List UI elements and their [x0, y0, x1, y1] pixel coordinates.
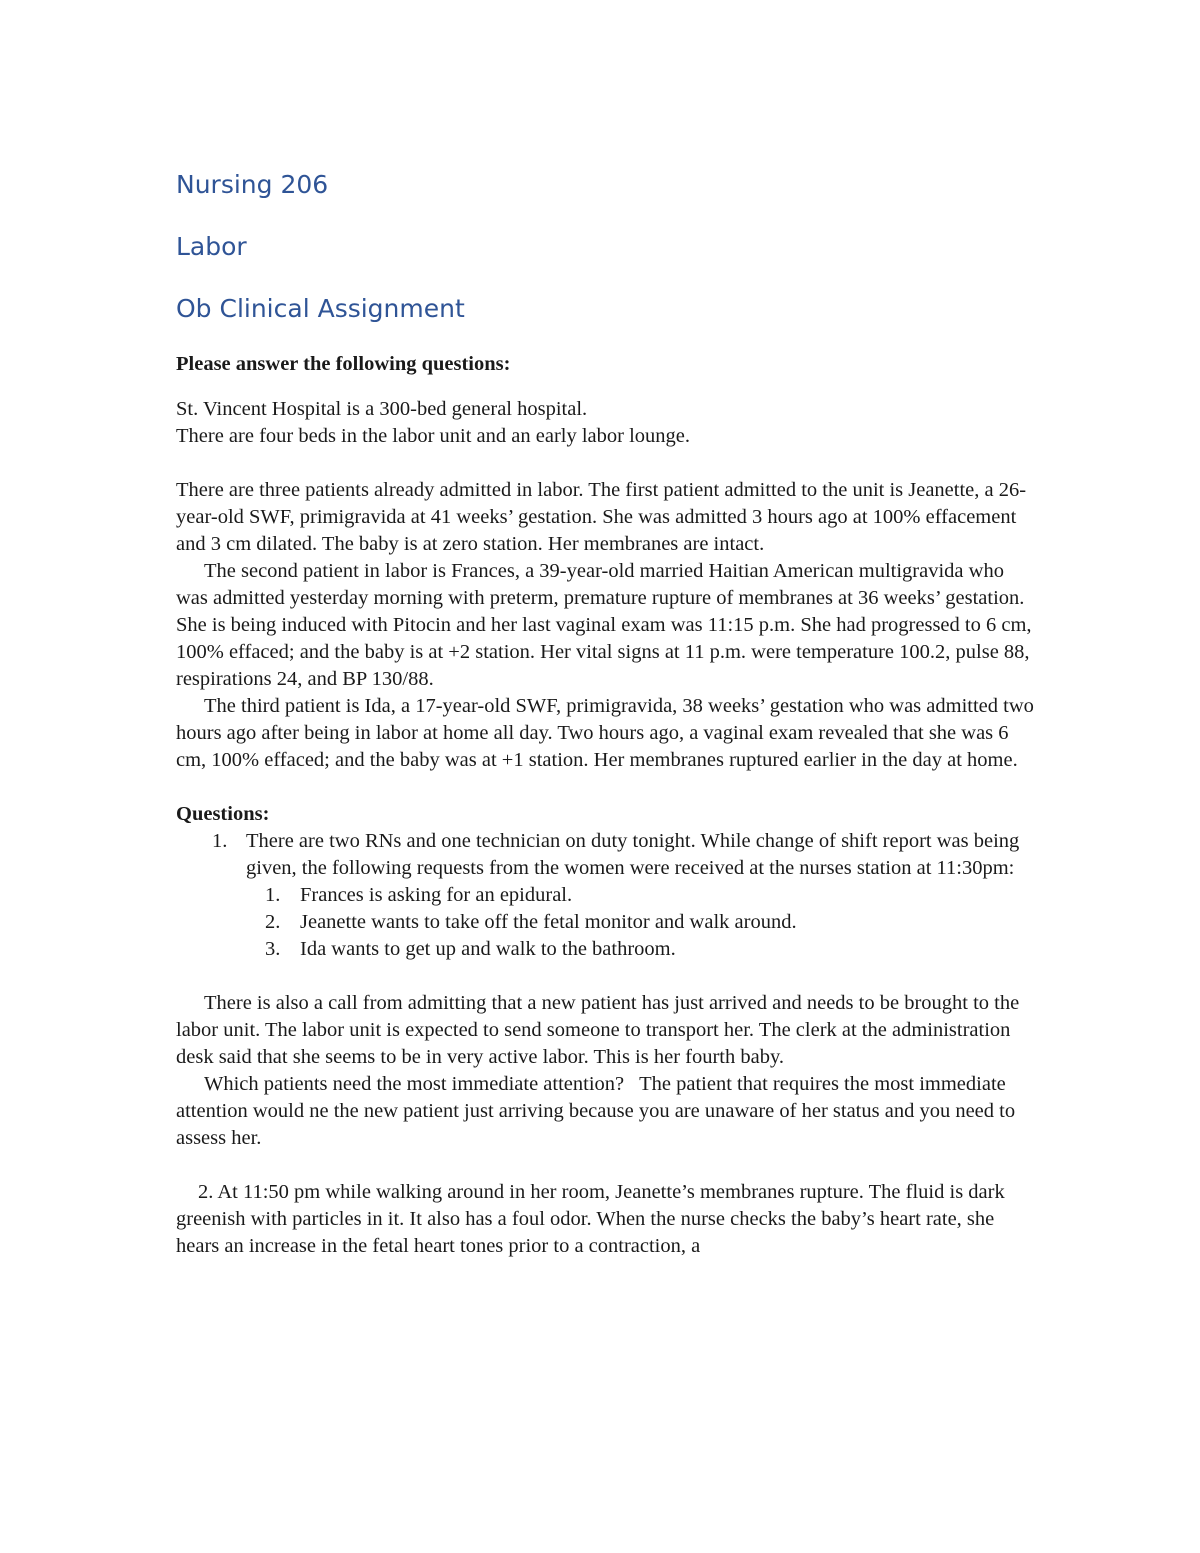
intro-line-2: There are four beds in the labor unit and an early labor lounge.	[176, 425, 691, 447]
request-number: 1.	[265, 884, 281, 906]
assignment-heading: Ob Clinical Assignment	[176, 294, 465, 323]
spacer	[176, 774, 1036, 801]
request-item	[176, 909, 1036, 936]
spacer	[176, 1152, 1036, 1179]
question-1-text: There are two RNs and one technician on duty tonight. While change of shift report was being given, the following requests from the women were received at the nurses station at 11:30pm:	[246, 830, 1020, 879]
question-1-prompt: Which patients need the most immediate attention?	[204, 1073, 625, 1095]
spacer	[176, 963, 1036, 990]
instructions: Please answer the following questions:	[176, 353, 511, 375]
course-heading: Nursing 206	[176, 170, 329, 199]
questions-heading: Questions:	[176, 803, 270, 825]
intro-line-1: St. Vincent Hospital is a 300-bed general hospital.	[176, 398, 588, 420]
request-text: Frances is asking for an epidural.	[300, 884, 573, 906]
patient-jeanette-paragraph: There are three patients already admitted in labor. The first patient admitted to the unit is Jeanette, a 26-year-old SWF, primigravida at 41 weeks’ gestation. She was admitted 3 hours ago at 100% effacement and 3 cm dilated. The baby is at zero station. Her membranes are intact.	[176, 479, 1027, 555]
spacer	[176, 450, 1036, 477]
question-list	[176, 828, 1036, 882]
document-body	[176, 168, 1036, 1260]
question-1-answer: The patient that requires the most immediate attention would ne the new patient just arriving because you are unaware of her status and you need to assess her.	[176, 1073, 1016, 1149]
question-1	[176, 828, 1036, 882]
request-text: Ida wants to get up and walk to the bathroom.	[300, 938, 676, 960]
topic-heading: Labor	[176, 232, 247, 261]
question-1-followup: There is also a call from admitting that a new patient has just arrived and needs to be brought to the labor unit. The labor unit is expected to send someone to transport her. The clerk at the administration desk said that she seems to be in very active labor. This is her fourth baby.	[176, 992, 1020, 1068]
patient-frances-paragraph: The second patient in labor is Frances, a 39-year-old married Haitian American multigravida who was admitted yesterday morning with preterm, premature rupture of membranes at 36 weeks’ gestation. She is being induced with Pitocin and her last vaginal exam was 11:15 p.m. She had progressed to 6 cm, 100% effaced; and the baby is at +2 station. Her vital signs at 11 p.m. were temperature 100.2, pulse 88, respirations 24, and BP 130/88.	[176, 560, 1032, 690]
question-2-text: 2. At 11:50 pm while walking around in her room, Jeanette’s membranes rupture. The fluid is dark greenish with particles in it. It also has a foul odor. When the nurse checks the baby’s heart rate, she hears an increase in the fetal heart tones prior to a contraction, a	[176, 1181, 1005, 1257]
request-number: 2.	[265, 911, 281, 933]
request-item	[176, 936, 1036, 963]
question-1-prompt-and-answer	[176, 1071, 1036, 1152]
patient-ida-paragraph: The third patient is Ida, a 17-year-old SWF, primigravida, 38 weeks’ gestation who was admitted two hours ago after being in labor at home all day. Two hours ago, a vaginal exam revealed that she was 6 cm, 100% effaced; and the baby was at +1 station. Her membranes ruptured earlier in the day at home.	[176, 695, 1034, 771]
request-text: Jeanette wants to take off the fetal monitor and walk around.	[300, 911, 797, 933]
request-item	[176, 882, 1036, 909]
question-1-number: 1.	[212, 830, 228, 852]
request-number: 3.	[265, 938, 281, 960]
